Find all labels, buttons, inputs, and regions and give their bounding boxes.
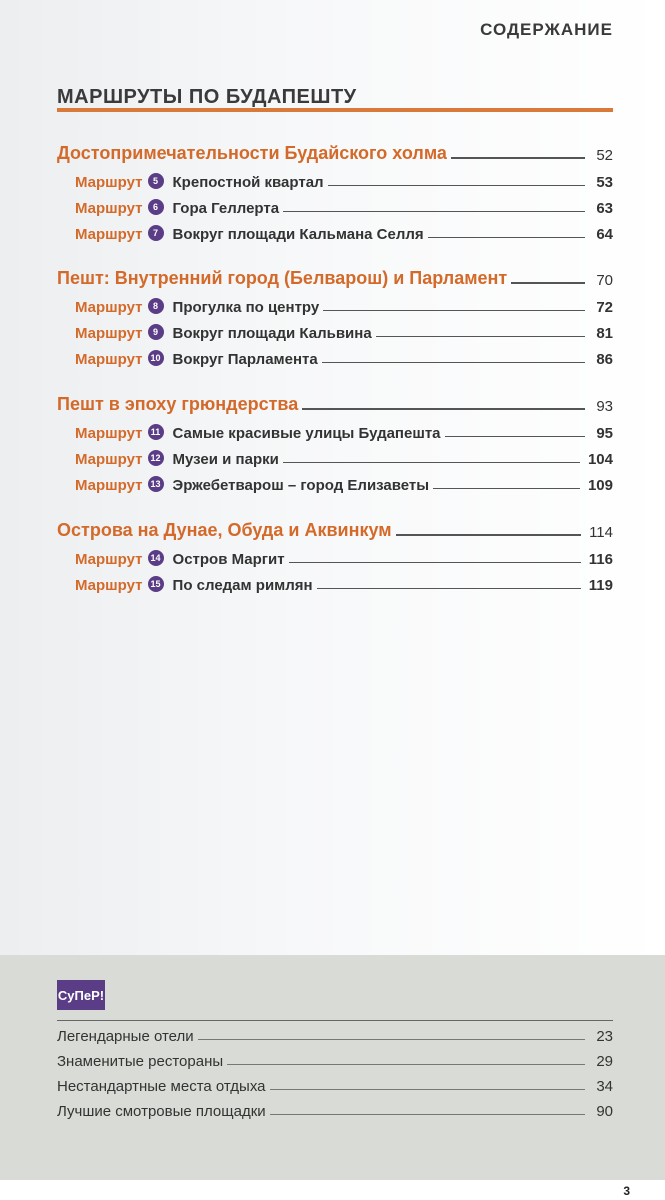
super-item-title: Знаменитые рестораны xyxy=(57,1053,224,1070)
route-prefix: Маршрут xyxy=(75,577,143,594)
super-item-row[interactable] xyxy=(57,1050,613,1070)
toc-page-number: 70 xyxy=(596,272,613,289)
super-item-page: 29 xyxy=(596,1053,613,1070)
super-item-page: 34 xyxy=(596,1078,613,1095)
toc-page-number: 114 xyxy=(589,524,613,541)
route-title: Прогулка по центру xyxy=(172,299,320,316)
route-prefix: Маршрут xyxy=(75,477,143,494)
route-prefix: Маршрут xyxy=(75,551,143,568)
toc-page-number: 116 xyxy=(588,551,613,568)
route-title: Эржебетварош – город Елизаветы xyxy=(172,477,430,494)
toc-route-row[interactable] xyxy=(75,221,613,243)
route-title: Музеи и парки xyxy=(172,451,279,468)
leader-line xyxy=(283,211,585,212)
super-item-row[interactable] xyxy=(57,1075,613,1095)
toc-group-title: Пешт в эпоху грюндерства xyxy=(57,394,299,414)
route-prefix: Маршрут xyxy=(75,425,143,442)
leader-line xyxy=(270,1089,585,1090)
route-prefix: Маршрут xyxy=(75,351,143,368)
leader-line xyxy=(396,534,582,536)
toc-page-number: 53 xyxy=(596,174,613,191)
route-title: Самые красивые улицы Будапешта xyxy=(172,425,441,442)
super-item-row[interactable] xyxy=(57,1100,613,1120)
toc-route-row[interactable] xyxy=(75,546,613,568)
toc-group-title: Достопримечательности Будайского холма xyxy=(57,143,447,163)
route-title: Вокруг площади Кальмана Селля xyxy=(172,226,424,243)
route-title: По следам римлян xyxy=(172,577,313,594)
leader-line xyxy=(289,562,581,563)
bottom-strip xyxy=(0,1180,665,1200)
leader-line xyxy=(270,1114,585,1115)
super-badge: СуПеР! xyxy=(57,980,105,1010)
toc-page-number: 63 xyxy=(596,200,613,217)
toc-page-number: 93 xyxy=(596,398,613,415)
route-number-badge: 13 xyxy=(148,476,164,492)
route-title: Вокруг площади Кальвина xyxy=(172,325,372,342)
leader-line xyxy=(376,336,585,337)
leader-line xyxy=(433,488,580,489)
super-item-title: Нестандартные места отдыха xyxy=(57,1078,266,1095)
toc-page-number: 104 xyxy=(587,451,613,468)
section-title: МАРШРУТЫ ПО БУДАПЕШТУ xyxy=(57,86,357,108)
route-number-badge: 10 xyxy=(148,350,164,366)
leader-line xyxy=(317,588,581,589)
leader-line xyxy=(428,237,585,238)
route-number-badge: 9 xyxy=(148,324,164,340)
leader-line xyxy=(445,436,585,437)
route-number-badge: 5 xyxy=(148,173,164,189)
route-number-badge: 15 xyxy=(148,576,164,592)
route-number-badge: 11 xyxy=(148,424,164,440)
toc-route-row[interactable] xyxy=(75,294,613,316)
toc-group-row[interactable] xyxy=(57,519,613,541)
leader-line xyxy=(451,157,585,159)
toc-page-number: 52 xyxy=(596,147,613,164)
toc-route-row[interactable] xyxy=(75,572,613,594)
route-prefix: Маршрут xyxy=(75,174,143,191)
super-item-page: 90 xyxy=(596,1103,613,1120)
route-prefix: Маршрут xyxy=(75,200,143,217)
super-divider xyxy=(57,1020,613,1021)
toc-group-row[interactable] xyxy=(57,142,613,164)
toc-group-title: Пешт: Внутренний город (Белварош) и Парламент xyxy=(57,268,508,288)
super-box xyxy=(0,955,665,1180)
route-prefix: Маршрут xyxy=(75,226,143,243)
toc-page-number: 119 xyxy=(588,577,613,594)
toc-route-row[interactable] xyxy=(75,169,613,191)
route-prefix: Маршрут xyxy=(75,451,143,468)
route-number-badge: 7 xyxy=(148,225,164,241)
route-number-badge: 12 xyxy=(148,450,164,466)
page-number: 3 xyxy=(623,1184,630,1198)
route-title: Крепостной квартал xyxy=(172,174,324,191)
leader-line xyxy=(198,1039,585,1040)
route-title: Вокруг Парламента xyxy=(172,351,318,368)
toc-route-row[interactable] xyxy=(75,420,613,442)
route-number-badge: 8 xyxy=(148,298,164,314)
route-number-badge: 14 xyxy=(148,550,164,566)
section-rule xyxy=(57,108,613,112)
leader-line xyxy=(511,282,585,284)
toc-page-number: 81 xyxy=(596,325,613,342)
toc-route-row[interactable] xyxy=(75,446,613,468)
toc-page-number: 86 xyxy=(596,351,613,368)
toc-page-number: 95 xyxy=(596,425,613,442)
route-number-badge: 6 xyxy=(148,199,164,215)
leader-line xyxy=(283,462,580,463)
toc-route-row[interactable] xyxy=(75,195,613,217)
leader-line xyxy=(322,362,585,363)
super-item-page: 23 xyxy=(596,1028,613,1045)
leader-line xyxy=(323,310,585,311)
running-header: СОДЕРЖАНИЕ xyxy=(480,20,613,39)
super-item-title: Лучшие смотровые площадки xyxy=(57,1103,266,1120)
toc-route-row[interactable] xyxy=(75,320,613,342)
leader-line xyxy=(302,408,585,410)
toc-route-row[interactable] xyxy=(75,472,613,494)
super-item-title: Легендарные отели xyxy=(57,1028,194,1045)
leader-line xyxy=(328,185,585,186)
toc-group-row[interactable] xyxy=(57,267,613,289)
toc-page-number: 109 xyxy=(587,477,613,494)
super-item-row[interactable] xyxy=(57,1025,613,1045)
toc-page-number: 72 xyxy=(596,299,613,316)
leader-line xyxy=(227,1064,585,1065)
toc-page-number: 64 xyxy=(596,226,613,243)
route-prefix: Маршрут xyxy=(75,325,143,342)
route-prefix: Маршрут xyxy=(75,299,143,316)
toc-route-row[interactable] xyxy=(75,346,613,368)
route-title: Гора Геллерта xyxy=(172,200,280,217)
route-title: Остров Маргит xyxy=(172,551,285,568)
toc-group-row[interactable] xyxy=(57,393,613,415)
toc-group-title: Острова на Дунае, Обуда и Аквинкум xyxy=(57,520,392,540)
